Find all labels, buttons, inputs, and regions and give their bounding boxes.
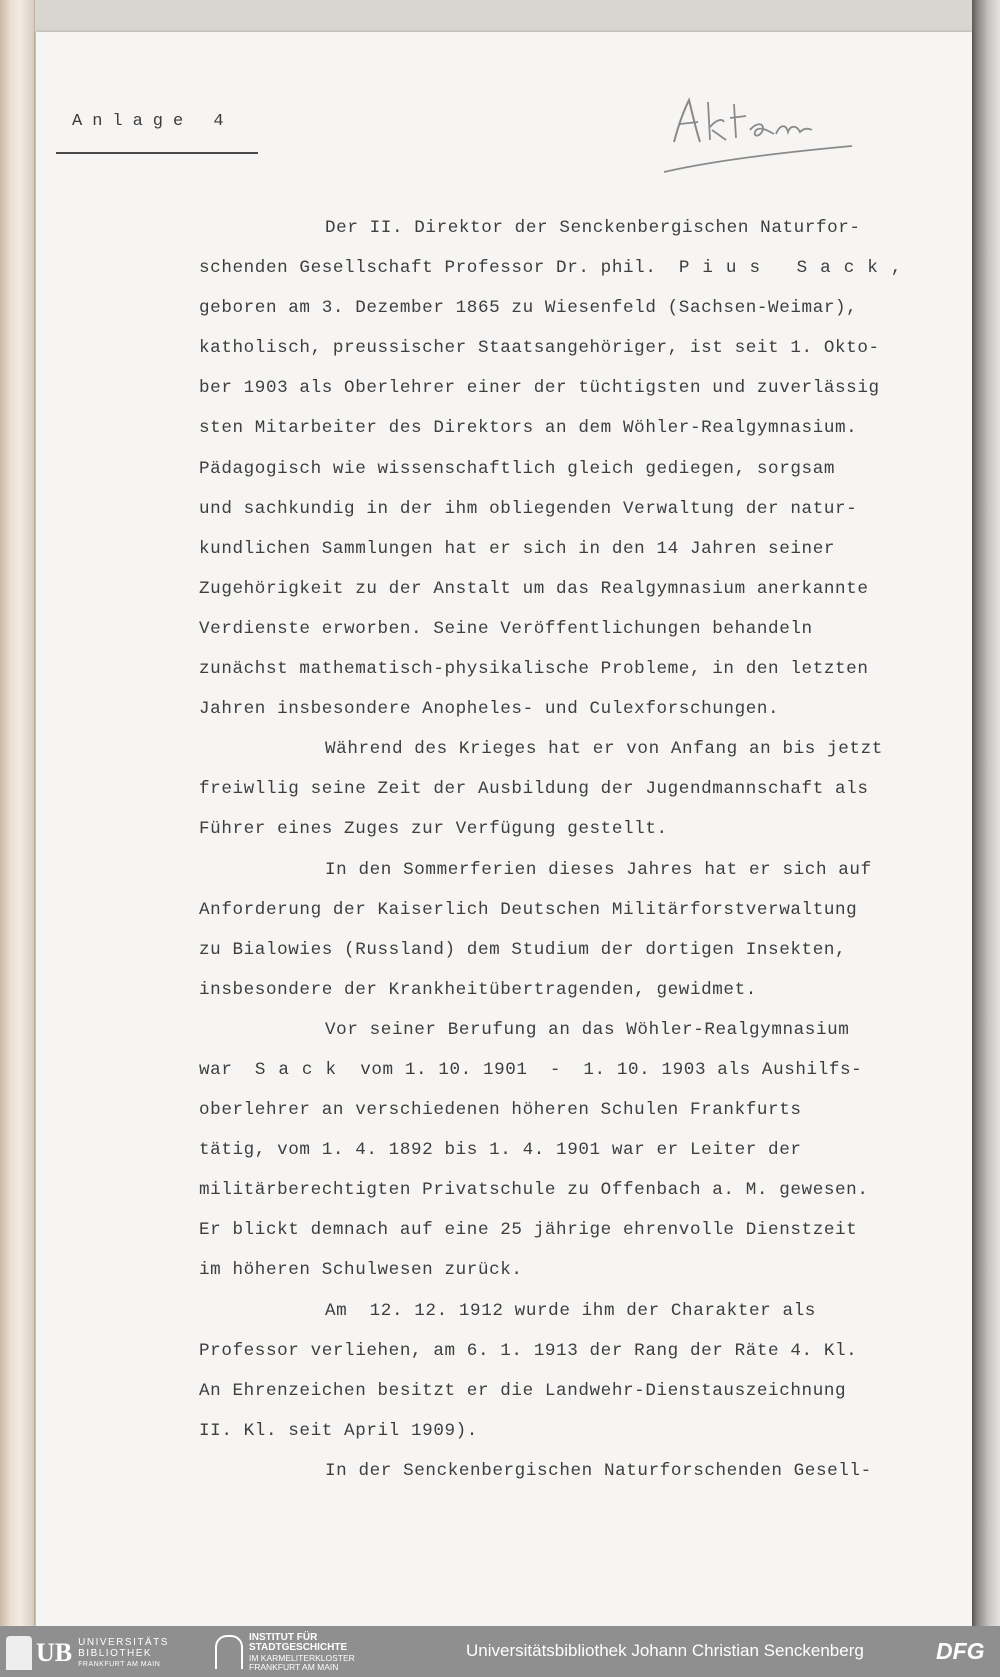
arch-icon bbox=[215, 1635, 243, 1669]
document-page bbox=[36, 32, 972, 1626]
body-line: geboren am 3. Dezember 1865 zu Wiesenfeld (Sachsen-Weimar), bbox=[199, 298, 858, 319]
body-line: In der Senckenbergischen Naturforschenden Gesell- bbox=[325, 1460, 872, 1481]
body-line-text: schenden Gesellschaft Professor Dr. phil. bbox=[199, 258, 657, 279]
isg-logo[interactable] bbox=[215, 1632, 425, 1672]
body-line: freiwllig seine Zeit der Ausbildung der Jugendmannschaft als bbox=[199, 779, 869, 800]
spaced-name: Sack bbox=[254, 1059, 350, 1080]
body-line: Jahren insbesondere Anopheles- und Culexforschungen. bbox=[199, 699, 780, 720]
body-line: ber 1903 als Oberlehrer einer der tüchtigsten und zuverlässig bbox=[199, 378, 880, 399]
body-line-text: vom 1. 10. 1901 - 1. 10. 1903 als Aushilfs- bbox=[360, 1059, 863, 1080]
left-binding-edge bbox=[0, 0, 35, 1626]
body-line: sten Mitarbeiter des Direktors an dem Wöhler-Realgymnasium. bbox=[199, 418, 858, 439]
body-line: Zugehörigkeit zu der Anstalt um das Realgymnasium anerkannte bbox=[199, 578, 869, 599]
body-line: Verdienste erworben. Seine Veröffentlichungen behandeln bbox=[199, 618, 813, 639]
attachment-heading: Anlage 4 bbox=[72, 112, 234, 131]
body-line: Professor verliehen, am 6. 1. 1913 der Rang der Räte 4. Kl. bbox=[199, 1340, 858, 1361]
isg-line: IM KARMELITERKLOSTER bbox=[249, 1652, 355, 1663]
right-binding-edge bbox=[972, 0, 1000, 1626]
body-line: kundlichen Sammlungen hat er sich in den 14 Jahren seiner bbox=[199, 538, 836, 559]
body-line: militärberechtigten Privatschule zu Offenbach a. M. gewesen. bbox=[199, 1180, 869, 1201]
body-line: Er blickt demnach auf eine 25 jährige ehrenvolle Dienstzeit bbox=[199, 1220, 858, 1241]
body-line: II. Kl. seit April 1909). bbox=[199, 1420, 478, 1441]
ub-logo[interactable] bbox=[6, 1634, 202, 1672]
body-line: Vor seiner Berufung an das Wöhler-Realgymnasium bbox=[325, 1019, 850, 1040]
ub-portrait-icon bbox=[6, 1636, 32, 1670]
spaced-name: Pius Sack, bbox=[678, 258, 915, 279]
body-line: Der II. Direktor der Senckenbergischen Naturfor- bbox=[325, 218, 861, 238]
letter-body bbox=[199, 208, 934, 1491]
body-line-text: war bbox=[199, 1059, 233, 1080]
body-line: oberlehrer an verschiedenen höheren Schulen Frankfurts bbox=[199, 1100, 802, 1121]
ub-word: FRANKFURT AM MAIN bbox=[78, 1660, 161, 1668]
body-line: Führer eines Zuges zur Verfügung gestellt. bbox=[199, 819, 668, 840]
body-line: zu Bialowies (Russland) dem Studium der dortigen Insekten, bbox=[199, 939, 847, 960]
body-line: und sachkundig in der ihm obliegenden Verwaltung der natur- bbox=[199, 498, 858, 519]
isg-line: FRANKFURT AM MAIN bbox=[249, 1661, 339, 1672]
ub-word: UNIVERSITÄTS bbox=[78, 1636, 169, 1648]
body-line: zunächst mathematisch-physikalische Probleme, in den letzten bbox=[199, 659, 869, 680]
footer-bar bbox=[0, 1626, 1000, 1677]
dfg-logo[interactable]: DFG bbox=[936, 1638, 985, 1664]
body-line: katholisch, preussischer Staatsangehöriger, ist seit 1. Okto- bbox=[199, 338, 880, 359]
ub-wordmark bbox=[78, 1637, 169, 1670]
handwritten-annotation bbox=[656, 72, 856, 182]
body-line: In den Sommerferien dieses Jahres hat er sich auf bbox=[325, 859, 872, 880]
isg-wordmark bbox=[249, 1633, 355, 1672]
body-line bbox=[199, 248, 934, 288]
isg-line: INSTITUT FÜR bbox=[249, 1631, 318, 1643]
body-line: An Ehrenzeichen besitzt er die Landwehr-Dienstauszeichnung bbox=[199, 1380, 847, 1401]
ub-word: BIBLIOTHEK bbox=[78, 1647, 153, 1659]
body-line: Während des Krieges hat er von Anfang an bis jetzt bbox=[325, 739, 883, 760]
body-line: insbesondere der Krankheitübertragenden, gewidmet. bbox=[199, 979, 757, 1000]
body-line: Anforderung der Kaiserlich Deutschen Militärforstverwaltung bbox=[199, 899, 858, 920]
handwritten-akten-signature-icon bbox=[656, 72, 856, 182]
body-line: im höheren Schulwesen zurück. bbox=[199, 1260, 523, 1281]
isg-line: STADTGESCHICHTE bbox=[249, 1642, 348, 1653]
library-name[interactable]: Universitätsbibliothek Johann Christian Senckenberg bbox=[466, 1641, 864, 1660]
heading-underline bbox=[56, 152, 258, 154]
body-line bbox=[199, 1050, 934, 1090]
body-line: Pädagogisch wie wissenschaftlich gleich gediegen, sorgsam bbox=[199, 458, 836, 479]
ub-letters: UB bbox=[36, 1638, 73, 1667]
body-line: tätig, vom 1. 4. 1892 bis 1. 4. 1901 war er Leiter der bbox=[199, 1140, 802, 1161]
body-line: Am 12. 12. 1912 wurde ihm der Charakter als bbox=[325, 1300, 816, 1321]
